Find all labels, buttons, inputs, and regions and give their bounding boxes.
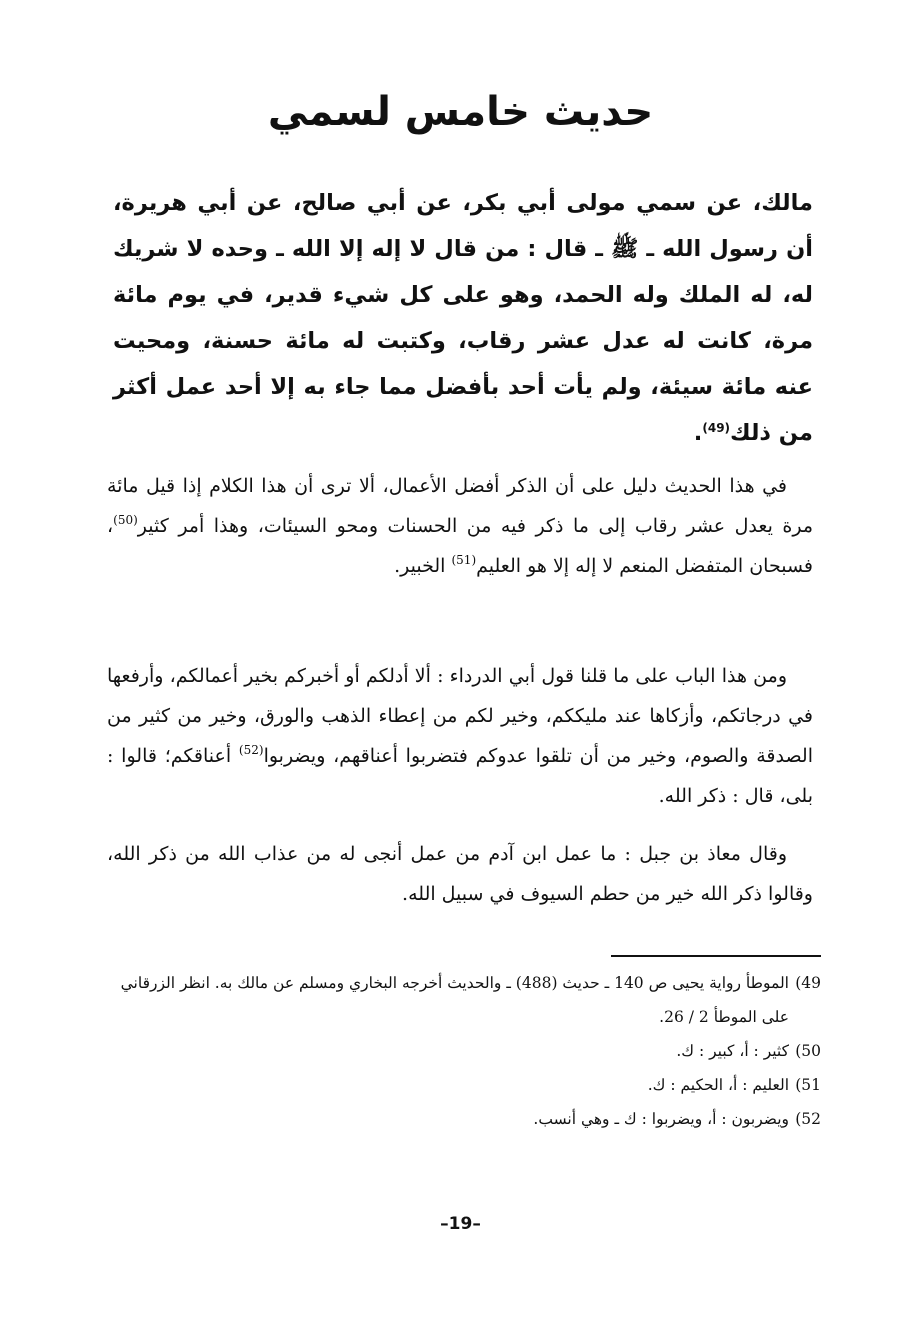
page-title: حديث خامس لسمي — [267, 89, 654, 135]
footnote-50 — [101, 1034, 821, 1068]
commentary-paragraph-2 — [107, 656, 813, 816]
paragraph-1-part-1: في هذا الحديث دليل على أن الذكر أفضل الأعمال، ألا ترى أن هذا الكلام إذا قيل مائة مرة يعدل عشر رقاب إلى ما ذكر فيه من الحسنات ومحو السيئات، وهذا أمر كثير — [107, 475, 813, 537]
footnote-text: العليم : أ، الحكيم : ك. — [647, 1076, 789, 1094]
footnote-49 — [101, 966, 821, 1034]
footnote-number: 49) — [795, 974, 821, 992]
hadith-body: مالك، عن سمي مولى أبي بكر، عن أبي صالح، عن أبي هريرة، أن رسول الله ـ ﷺ ـ قال : من قال لا إله إلا الله ـ وحده لا شريك له، له الملك وله الحمد، وهو على كل شيء قدير، في يوم مائة مرة، كانت له عدل عشر رقاب، وكتبت له مائة حسنة، ومحيت عنه مائة سيئة، ولم يأت أحد بأفضل مما جاء به إلا أحد عمل أكثر من ذلك — [113, 190, 813, 446]
footnote-52 — [101, 1102, 821, 1136]
hadith-end: . — [693, 420, 703, 446]
commentary-paragraph-3 — [107, 834, 813, 914]
paragraph-1-part-3: الخبير. — [394, 555, 452, 577]
footnote-number: 51) — [795, 1076, 821, 1094]
footnotes-section — [101, 966, 821, 1136]
footnote-text: كثير : أ، كبير : ك. — [676, 1042, 789, 1060]
paragraph-2-part-2: أعناقكم؛ قالوا : بلى، قال : ذكر الله. — [107, 745, 813, 807]
commentary-paragraph-1 — [107, 466, 813, 586]
paragraph-2-part-1: ومن هذا الباب على ما قلنا قول أبي الدرداء : ألا أدلكم أو أخبركم بخير أعمالكم، وأرفعها في درجاتكم، وأزكاها عند مليككم، وخير لكم من إعطاء الذهب والورق، وخير من كثير من الصدقة والصوم، وخير من أن تلقوا عدوكم فتضربوا أعناقهم، ويضربوا — [107, 665, 813, 767]
footnote-number: 52) — [795, 1110, 821, 1128]
footnote-text: الموطأ رواية يحيى ص 140 ـ حديث (488) ـ والحديث أخرجه البخاري ومسلم عن مالك به. انظر الزرقاني على الموطأ 2 / 26. — [120, 974, 789, 1026]
hadith-text — [113, 180, 813, 456]
footnote-ref-52[interactable]: (52) — [238, 743, 264, 757]
footnote-ref-49[interactable]: (49) — [702, 421, 731, 435]
paragraph-1-part-2: ، فسبحان المتفضل المنعم لا إله إلا هو العليم — [107, 515, 813, 577]
footnote-ref-50[interactable]: (50) — [113, 513, 138, 527]
paragraph-3-text: وقال معاذ بن جبل : ما عمل ابن آدم من عمل أنجى له من عذاب الله من ذكر الله، وقالوا ذكر الله خير من حطم السيوف في سبيل الله. — [107, 843, 813, 905]
footnote-number: 50) — [795, 1042, 821, 1060]
footnote-51 — [101, 1068, 821, 1102]
footnote-ref-51[interactable]: (51) — [451, 553, 477, 567]
footnote-text: ويضربون : أ، ويضربوا : ك ـ وهي أنسب. — [533, 1110, 789, 1128]
footnote-divider — [611, 955, 821, 957]
page-number: –19– — [440, 1214, 481, 1234]
